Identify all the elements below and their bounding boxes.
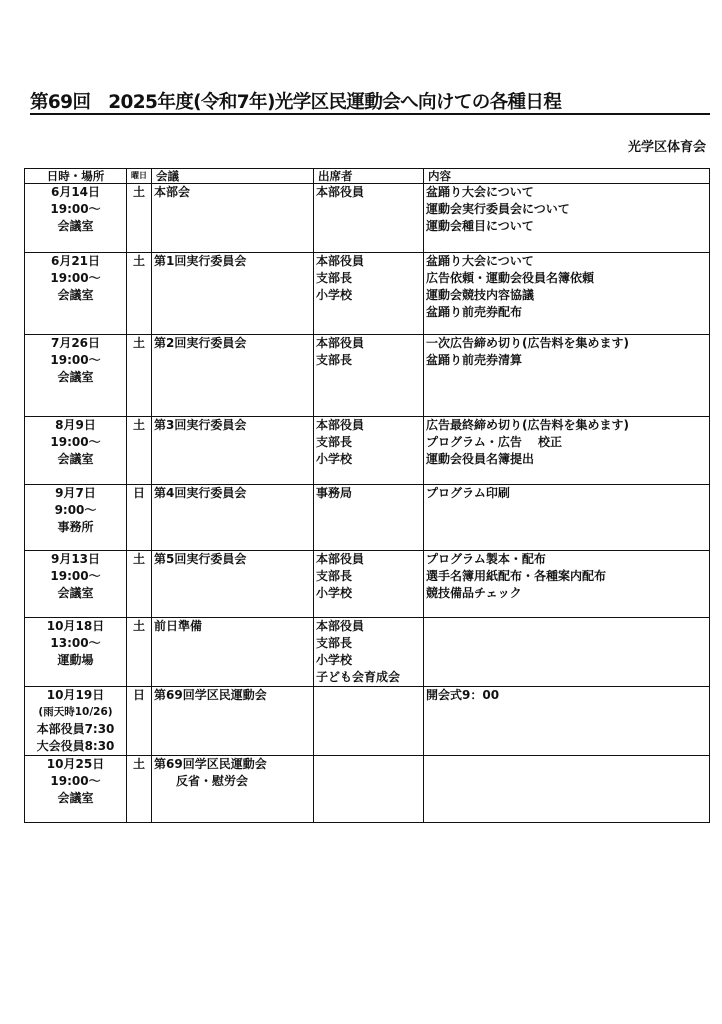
row-date xyxy=(25,417,127,485)
date-staff-time: 本部役員7:30 xyxy=(36,722,115,736)
date-place: 会議室 xyxy=(57,791,94,805)
row-attendees xyxy=(314,618,424,687)
row-content xyxy=(424,335,710,417)
date-time: 13:00～ xyxy=(50,636,101,650)
date-time: 9:00～ xyxy=(54,503,97,517)
meeting-line: 第69回学区民運動会 xyxy=(154,757,267,771)
table-row xyxy=(25,335,710,417)
row-content xyxy=(424,618,710,687)
table-row xyxy=(25,756,710,823)
date-day: 10月19日 xyxy=(46,688,105,702)
header-meeting: 会議 xyxy=(152,169,314,184)
content-line: 盆踊り大会について xyxy=(426,185,534,199)
date-time: 19:00～ xyxy=(50,569,101,583)
attendee-line: 本部役員 xyxy=(316,552,365,566)
row-dow: 土 xyxy=(127,184,152,253)
content-line: 運動会役員名簿提出 xyxy=(426,452,535,466)
row-attendees xyxy=(314,253,424,335)
date-place: 会議室 xyxy=(57,219,94,233)
table-row xyxy=(25,551,710,618)
meeting-line: 第5回実行委員会 xyxy=(154,552,247,566)
content-line: 選手名簿用紙配布・各種案内配布 xyxy=(426,569,607,583)
attendee-line: 支部長 xyxy=(316,435,353,449)
attendee-line: 支部長 xyxy=(316,271,353,285)
attendee-line: 小学校 xyxy=(316,653,353,667)
table-row xyxy=(25,485,710,551)
meeting-line: 第1回実行委員会 xyxy=(154,254,247,268)
content-line: 盆踊り前売券清算 xyxy=(426,353,523,367)
row-meeting xyxy=(152,756,314,823)
row-content xyxy=(424,417,710,485)
content-line: 運動会種目について xyxy=(426,219,534,233)
date-day: 6月14日 xyxy=(50,185,101,199)
meeting-line: 第2回実行委員会 xyxy=(154,336,247,350)
meeting-line: 第3回実行委員会 xyxy=(154,418,247,432)
row-date xyxy=(25,253,127,335)
table-row xyxy=(25,687,710,756)
row-meeting xyxy=(152,485,314,551)
date-staff-time: 大会役員8:30 xyxy=(36,739,115,753)
date-day: 10月18日 xyxy=(46,619,105,633)
attendee-line: 本部役員 xyxy=(316,418,365,432)
page-title: 第69回 2025年度(令和7年)光学区民運動会へ向けての各種日程 xyxy=(30,92,562,113)
date-day: 9月7日 xyxy=(55,486,96,500)
date-day: 10月25日 xyxy=(46,757,105,771)
content-line: 開会式9：00 xyxy=(426,688,500,702)
header-content: 内容 xyxy=(424,169,710,184)
row-attendees xyxy=(314,184,424,253)
attendee-line: 事務局 xyxy=(316,486,353,500)
row-meeting xyxy=(152,335,314,417)
attendee-line: 支部長 xyxy=(316,569,353,583)
row-dow: 日 xyxy=(127,485,152,551)
meeting-line: 第69回学区民運動会 xyxy=(154,688,267,702)
header-dow: 曜日 xyxy=(127,169,152,184)
row-content xyxy=(424,184,710,253)
row-dow: 土 xyxy=(127,756,152,823)
date-place: 会議室 xyxy=(57,452,94,466)
meeting-line: 第4回実行委員会 xyxy=(154,486,247,500)
row-dow: 土 xyxy=(127,335,152,417)
table-row xyxy=(25,253,710,335)
content-line: 競技備品チェック xyxy=(426,586,522,600)
table-row xyxy=(25,184,710,253)
attendee-line: 小学校 xyxy=(316,452,353,466)
content-line: 広告最終締め切り(広告料を集めます) xyxy=(426,418,629,432)
row-meeting xyxy=(152,253,314,335)
row-content xyxy=(424,756,710,823)
date-day: 6月21日 xyxy=(50,254,101,268)
row-content xyxy=(424,687,710,756)
date-time: 19:00～ xyxy=(50,435,101,449)
row-meeting xyxy=(152,618,314,687)
date-rain-date: (雨天時10/26) xyxy=(38,706,113,718)
row-attendees xyxy=(314,687,424,756)
attendee-line: 本部役員 xyxy=(316,336,365,350)
attendee-line: 小学校 xyxy=(316,288,353,302)
attendee-line: 子ども会育成会 xyxy=(316,670,401,684)
row-dow: 土 xyxy=(127,253,152,335)
row-attendees xyxy=(314,485,424,551)
date-place: 事務所 xyxy=(57,520,94,534)
content-line: 運動会実行委員会について xyxy=(426,202,570,216)
meeting-line: 反省・慰労会 xyxy=(176,774,249,788)
row-content xyxy=(424,551,710,618)
date-day: 7月26日 xyxy=(50,336,101,350)
row-attendees xyxy=(314,551,424,618)
row-meeting xyxy=(152,687,314,756)
date-time: 19:00～ xyxy=(50,202,101,216)
row-date xyxy=(25,184,127,253)
content-line: 盆踊り前売券配布 xyxy=(426,305,523,319)
row-date xyxy=(25,618,127,687)
content-line: 一次広告締め切り(広告料を集めます) xyxy=(426,336,629,350)
content-line: 運動会競技内容協議 xyxy=(426,288,535,302)
title-underline xyxy=(30,113,710,115)
table-row xyxy=(25,618,710,687)
date-place: 会議室 xyxy=(57,586,94,600)
attendee-line: 小学校 xyxy=(316,586,353,600)
date-day: 8月9日 xyxy=(55,418,96,432)
row-attendees xyxy=(314,335,424,417)
row-meeting xyxy=(152,417,314,485)
organization-name: 光学区体育会 xyxy=(627,140,706,155)
date-time: 19:00～ xyxy=(50,271,101,285)
date-time: 19:00～ xyxy=(50,353,101,367)
row-dow: 土 xyxy=(127,551,152,618)
attendee-line: 本部役員 xyxy=(316,619,365,633)
row-date xyxy=(25,756,127,823)
content-line: 広告依頼・運動会役員名簿依頼 xyxy=(426,271,595,285)
table-header-row xyxy=(25,169,710,184)
row-attendees xyxy=(314,417,424,485)
meeting-line: 本部会 xyxy=(154,185,191,199)
row-meeting xyxy=(152,184,314,253)
meeting-line: 前日準備 xyxy=(154,619,203,633)
row-date xyxy=(25,335,127,417)
date-place: 会議室 xyxy=(57,288,94,302)
row-dow: 土 xyxy=(127,417,152,485)
date-time: 19:00～ xyxy=(50,774,101,788)
row-content xyxy=(424,485,710,551)
table-row xyxy=(25,417,710,485)
content-line: 盆踊り大会について xyxy=(426,254,534,268)
content-line: プログラム・広告 校正 xyxy=(426,435,563,449)
date-day: 9月13日 xyxy=(50,552,101,566)
row-attendees xyxy=(314,756,424,823)
row-dow: 日 xyxy=(127,687,152,756)
row-date xyxy=(25,687,127,756)
content-line: プログラム製本・配布 xyxy=(426,552,546,566)
attendee-line: 支部長 xyxy=(316,636,353,650)
row-dow: 土 xyxy=(127,618,152,687)
attendee-line: 本部役員 xyxy=(316,185,365,199)
header-date: 日時・場所 xyxy=(25,169,127,184)
content-line: プログラム印刷 xyxy=(426,486,510,500)
date-place: 運動場 xyxy=(57,653,94,667)
row-date xyxy=(25,551,127,618)
schedule-table xyxy=(24,168,710,823)
date-place: 会議室 xyxy=(57,370,94,384)
header-attendees: 出席者 xyxy=(314,169,424,184)
attendee-line: 支部長 xyxy=(316,353,353,367)
row-content xyxy=(424,253,710,335)
attendee-line: 本部役員 xyxy=(316,254,365,268)
row-date xyxy=(25,485,127,551)
row-meeting xyxy=(152,551,314,618)
